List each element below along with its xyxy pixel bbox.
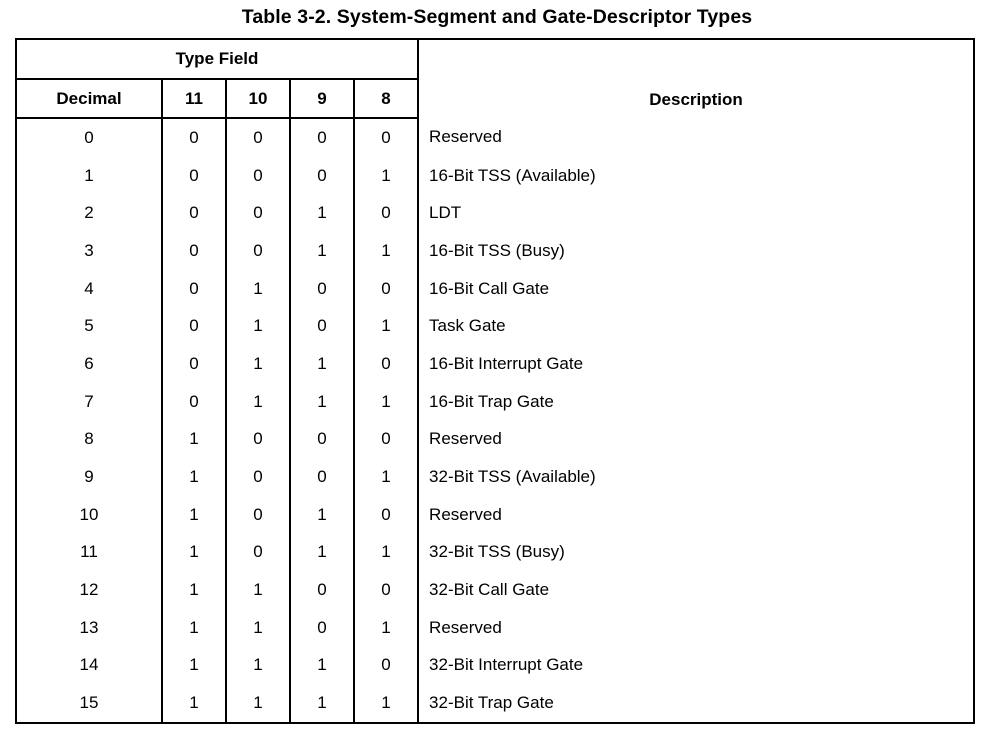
- description-cell: LDT: [418, 194, 974, 232]
- table-row: [16, 157, 974, 195]
- bit-8-cell: 1: [354, 684, 418, 723]
- bit-9-cell: 1: [290, 194, 354, 232]
- bit-10-cell: 0: [226, 157, 290, 195]
- bit-9-cell: 1: [290, 534, 354, 572]
- description-cell: 32-Bit TSS (Busy): [418, 534, 974, 572]
- description-cell: Reserved: [418, 609, 974, 647]
- bit-10-cell: 1: [226, 684, 290, 723]
- bit-9-cell: 0: [290, 421, 354, 459]
- bit-9-cell: 1: [290, 345, 354, 383]
- bit-11-cell: 1: [162, 647, 226, 685]
- bit-11-cell: 1: [162, 571, 226, 609]
- table-row: [16, 307, 974, 345]
- bit-11-cell: 0: [162, 345, 226, 383]
- table-row: [16, 421, 974, 459]
- bit-9-header: 9: [290, 79, 354, 118]
- bit-8-cell: 1: [354, 383, 418, 421]
- descriptor-types-table: [15, 38, 975, 724]
- table-row: [16, 118, 974, 157]
- bit-9-cell: 0: [290, 307, 354, 345]
- description-cell: Reserved: [418, 118, 974, 157]
- table-row: [16, 458, 974, 496]
- bit-10-cell: 0: [226, 118, 290, 157]
- bit-10-cell: 0: [226, 534, 290, 572]
- decimal-cell: 9: [16, 458, 162, 496]
- bit-9-cell: 0: [290, 609, 354, 647]
- bit-11-header: 11: [162, 79, 226, 118]
- description-cell: 16-Bit TSS (Available): [418, 157, 974, 195]
- description-cell: 32-Bit Interrupt Gate: [418, 647, 974, 685]
- bit-8-cell: 1: [354, 157, 418, 195]
- decimal-cell: 12: [16, 571, 162, 609]
- bit-10-cell: 1: [226, 307, 290, 345]
- bit-10-cell: 0: [226, 232, 290, 270]
- bit-8-cell: 0: [354, 345, 418, 383]
- bit-9-cell: 1: [290, 232, 354, 270]
- decimal-cell: 5: [16, 307, 162, 345]
- description-cell: Task Gate: [418, 307, 974, 345]
- decimal-cell: 3: [16, 232, 162, 270]
- table-row: [16, 194, 974, 232]
- bit-8-cell: 0: [354, 270, 418, 308]
- type-field-header: Type Field: [16, 39, 418, 79]
- bit-11-cell: 0: [162, 270, 226, 308]
- bit-11-cell: 1: [162, 684, 226, 723]
- decimal-cell: 11: [16, 534, 162, 572]
- bit-9-cell: 1: [290, 684, 354, 723]
- bit-9-cell: 0: [290, 118, 354, 157]
- bit-8-header: 8: [354, 79, 418, 118]
- bit-8-cell: 0: [354, 421, 418, 459]
- bit-11-cell: 1: [162, 534, 226, 572]
- bit-10-cell: 0: [226, 458, 290, 496]
- bit-8-cell: 0: [354, 496, 418, 534]
- bit-8-cell: 1: [354, 609, 418, 647]
- bit-8-cell: 1: [354, 534, 418, 572]
- table-row: [16, 270, 974, 308]
- bit-9-cell: 0: [290, 571, 354, 609]
- description-header: Description: [418, 39, 974, 118]
- description-cell: 32-Bit TSS (Available): [418, 458, 974, 496]
- table-row: [16, 684, 974, 723]
- bit-8-cell: 0: [354, 118, 418, 157]
- bit-11-cell: 1: [162, 458, 226, 496]
- bit-11-cell: 1: [162, 609, 226, 647]
- bit-10-cell: 1: [226, 270, 290, 308]
- decimal-cell: 10: [16, 496, 162, 534]
- table-title: Table 3-2. System-Segment and Gate-Descriptor Types: [241, 6, 753, 28]
- description-cell: Reserved: [418, 496, 974, 534]
- bit-10-cell: 1: [226, 609, 290, 647]
- bit-10-cell: 0: [226, 421, 290, 459]
- bit-11-cell: 0: [162, 232, 226, 270]
- decimal-cell: 1: [16, 157, 162, 195]
- description-cell: 32-Bit Call Gate: [418, 571, 974, 609]
- table-row: [16, 345, 974, 383]
- bit-10-cell: 1: [226, 647, 290, 685]
- table-row: [16, 496, 974, 534]
- bit-11-cell: 1: [162, 421, 226, 459]
- bit-8-cell: 0: [354, 647, 418, 685]
- bit-11-cell: 0: [162, 383, 226, 421]
- description-cell: Reserved: [418, 421, 974, 459]
- bit-8-cell: 1: [354, 307, 418, 345]
- description-cell: 16-Bit Call Gate: [418, 270, 974, 308]
- table-row: [16, 609, 974, 647]
- bit-11-cell: 0: [162, 118, 226, 157]
- decimal-cell: 2: [16, 194, 162, 232]
- table-row: [16, 571, 974, 609]
- bit-11-cell: 0: [162, 194, 226, 232]
- bit-8-cell: 1: [354, 232, 418, 270]
- bit-10-cell: 0: [226, 194, 290, 232]
- decimal-cell: 7: [16, 383, 162, 421]
- decimal-cell: 8: [16, 421, 162, 459]
- bit-8-cell: 1: [354, 458, 418, 496]
- bit-10-cell: 1: [226, 383, 290, 421]
- bit-10-header: 10: [226, 79, 290, 118]
- decimal-header: Decimal: [16, 79, 162, 118]
- decimal-cell: 0: [16, 118, 162, 157]
- decimal-cell: 14: [16, 647, 162, 685]
- table-row: [16, 647, 974, 685]
- description-cell: 32-Bit Trap Gate: [418, 684, 974, 723]
- table-row: [16, 232, 974, 270]
- bit-9-cell: 0: [290, 270, 354, 308]
- bit-8-cell: 0: [354, 571, 418, 609]
- table-row: [16, 383, 974, 421]
- decimal-cell: 15: [16, 684, 162, 723]
- bit-9-cell: 1: [290, 647, 354, 685]
- bit-9-cell: 0: [290, 157, 354, 195]
- bit-8-cell: 0: [354, 194, 418, 232]
- decimal-cell: 4: [16, 270, 162, 308]
- bit-11-cell: 0: [162, 157, 226, 195]
- description-cell: 16-Bit Trap Gate: [418, 383, 974, 421]
- bit-11-cell: 0: [162, 307, 226, 345]
- bit-9-cell: 0: [290, 458, 354, 496]
- decimal-cell: 6: [16, 345, 162, 383]
- bit-9-cell: 1: [290, 496, 354, 534]
- bit-10-cell: 0: [226, 496, 290, 534]
- bit-11-cell: 1: [162, 496, 226, 534]
- description-cell: 16-Bit Interrupt Gate: [418, 345, 974, 383]
- bit-9-cell: 1: [290, 383, 354, 421]
- description-cell: 16-Bit TSS (Busy): [418, 232, 974, 270]
- bit-10-cell: 1: [226, 345, 290, 383]
- table-row: [16, 534, 974, 572]
- bit-10-cell: 1: [226, 571, 290, 609]
- decimal-cell: 13: [16, 609, 162, 647]
